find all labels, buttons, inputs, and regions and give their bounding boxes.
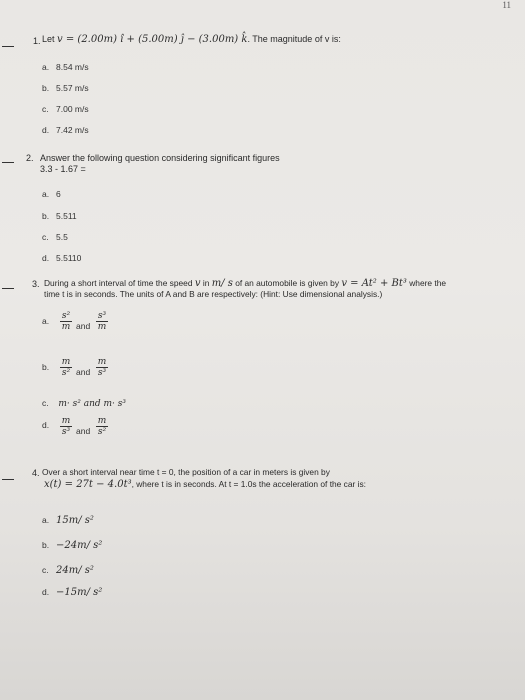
q3-option-b-and: and: [76, 367, 91, 377]
q3-number: 3.: [32, 279, 40, 289]
q4-option-a-label: a.: [42, 515, 50, 525]
q3-option-c[interactable]: [42, 398, 126, 409]
q1-option-a-label: a.: [42, 62, 50, 72]
q2-option-b[interactable]: [42, 211, 77, 221]
q2-option-d-label: d.: [42, 253, 50, 263]
q1-option-c-label: c.: [42, 104, 49, 114]
q2-option-c-label: c.: [42, 232, 49, 242]
q4-option-a-text: 15m/ s²: [56, 515, 94, 526]
q3-option-d-frac1: $\frac{m}{\text{s³}}$: [61, 416, 71, 437]
q3-option-d-label: d.: [42, 420, 50, 430]
q4-option-b-label: b.: [42, 540, 50, 550]
q4-number: 4.: [32, 468, 40, 478]
q3-option-a-frac2: $\frac{\text{s³}}{m}$: [97, 311, 107, 332]
q4-option-c-text: 24m/ s²: [56, 565, 94, 576]
q1-stem-pre: Let: [42, 34, 55, 44]
q1-option-d-text: 7.42 m/s: [56, 125, 89, 135]
q2-option-a-label: a.: [42, 189, 50, 199]
q3-var-v: v: [194, 278, 201, 289]
q2-option-d-text: 5.5110: [56, 253, 82, 263]
q3-option-a-and: and: [76, 321, 91, 331]
q2-option-a-text: 6: [56, 189, 61, 199]
q1-option-b-text: 5.57 m/s: [56, 83, 89, 93]
q1-option-d-label: d.: [42, 125, 50, 135]
q2-option-c[interactable]: [42, 232, 68, 242]
q3-formula: v = At² + Bt³: [341, 278, 407, 289]
q3-stem-line1: [44, 278, 446, 289]
q4-option-d-text: −15m/ s²: [56, 587, 103, 598]
q1-option-b-label: b.: [42, 83, 50, 93]
q2-option-c-text: 5.5: [56, 232, 68, 242]
q3-option-b[interactable]: [42, 358, 162, 390]
answer-blank-q2: [2, 162, 14, 163]
q1-stem: [42, 34, 341, 45]
q1-option-a-text: 8.54 m/s: [56, 62, 89, 72]
q2-option-b-label: b.: [42, 211, 50, 221]
q3-line1-pre: During a short interval of time the speed: [44, 278, 193, 288]
q3-unit: m/ s: [211, 278, 233, 289]
q3-option-b-frac1: $\frac{m}{\text{s²}}$: [61, 357, 71, 378]
q2-option-d[interactable]: [42, 253, 81, 263]
q3-option-a-frac1: $\frac{\text{s²}}{m}$: [61, 311, 71, 332]
q4-option-b-text: −24m/ s²: [56, 540, 103, 551]
q3-line1-mid: of an automobile is given by: [235, 278, 340, 288]
q3-option-d[interactable]: [42, 417, 162, 449]
q2-option-b-text: 5.511: [56, 211, 77, 221]
answer-blank-q3: [2, 288, 14, 289]
q1-stem-post: . The magnitude of v is:: [247, 34, 341, 44]
q1-number: 1.: [33, 36, 41, 46]
q2-expression: 3.3 - 1.67 =: [40, 164, 86, 174]
q3-option-a-label: a.: [42, 316, 50, 326]
q1-option-b[interactable]: [42, 83, 89, 93]
q4-stem-line1: Over a short interval near time t = 0, the position of a car in meters is given by: [42, 467, 330, 477]
q1-option-a[interactable]: [42, 62, 89, 72]
q3-option-b-label: b.: [42, 362, 50, 372]
q3-option-d-and: and: [76, 426, 91, 436]
q1-option-c-text: 7.00 m/s: [56, 104, 89, 114]
q3-option-b-frac2: $\frac{m}{\text{s³}}$: [97, 357, 107, 378]
q2-option-a[interactable]: [42, 189, 61, 199]
q3-in: in: [202, 278, 210, 288]
q4-line2-post: , where t is in seconds. At t = 1.0s the acceleration of the car is:: [131, 479, 366, 489]
answer-blank-q1: [2, 46, 14, 47]
q4-option-a[interactable]: [42, 515, 94, 526]
q4-option-c[interactable]: [42, 565, 94, 576]
q3-stem-line2: time t is in seconds. The units of A and B are respectively: (Hint: Use dimensional analysis.): [44, 289, 383, 299]
q1-expression: v = (2.00m) î + (5.00m) ĵ − (3.00m) k̂: [57, 34, 248, 45]
q4-expression: x(t) = 27t − 4.0t³: [44, 479, 132, 490]
page-number: 11: [502, 0, 511, 10]
q1-option-c[interactable]: [42, 104, 89, 114]
q4-option-c-label: c.: [42, 565, 49, 575]
q3-option-c-label: c.: [42, 398, 49, 408]
q2-number: 2.: [26, 153, 34, 163]
q3-option-c-text: m· s² and m· s³: [58, 399, 126, 409]
q2-stem: Answer the following question considering significant figures: [40, 153, 280, 163]
answer-blank-q4: [2, 479, 14, 480]
q3-line1-post: where the: [409, 278, 447, 288]
q4-option-d-label: d.: [42, 587, 50, 597]
q4-option-d[interactable]: [42, 587, 102, 598]
q4-option-b[interactable]: [42, 540, 102, 551]
q4-stem-line2: [44, 479, 366, 490]
q1-option-d[interactable]: [42, 125, 89, 135]
q3-option-d-frac2: $\frac{m}{\text{s²}}$: [97, 416, 107, 437]
q3-option-a[interactable]: [42, 312, 162, 344]
